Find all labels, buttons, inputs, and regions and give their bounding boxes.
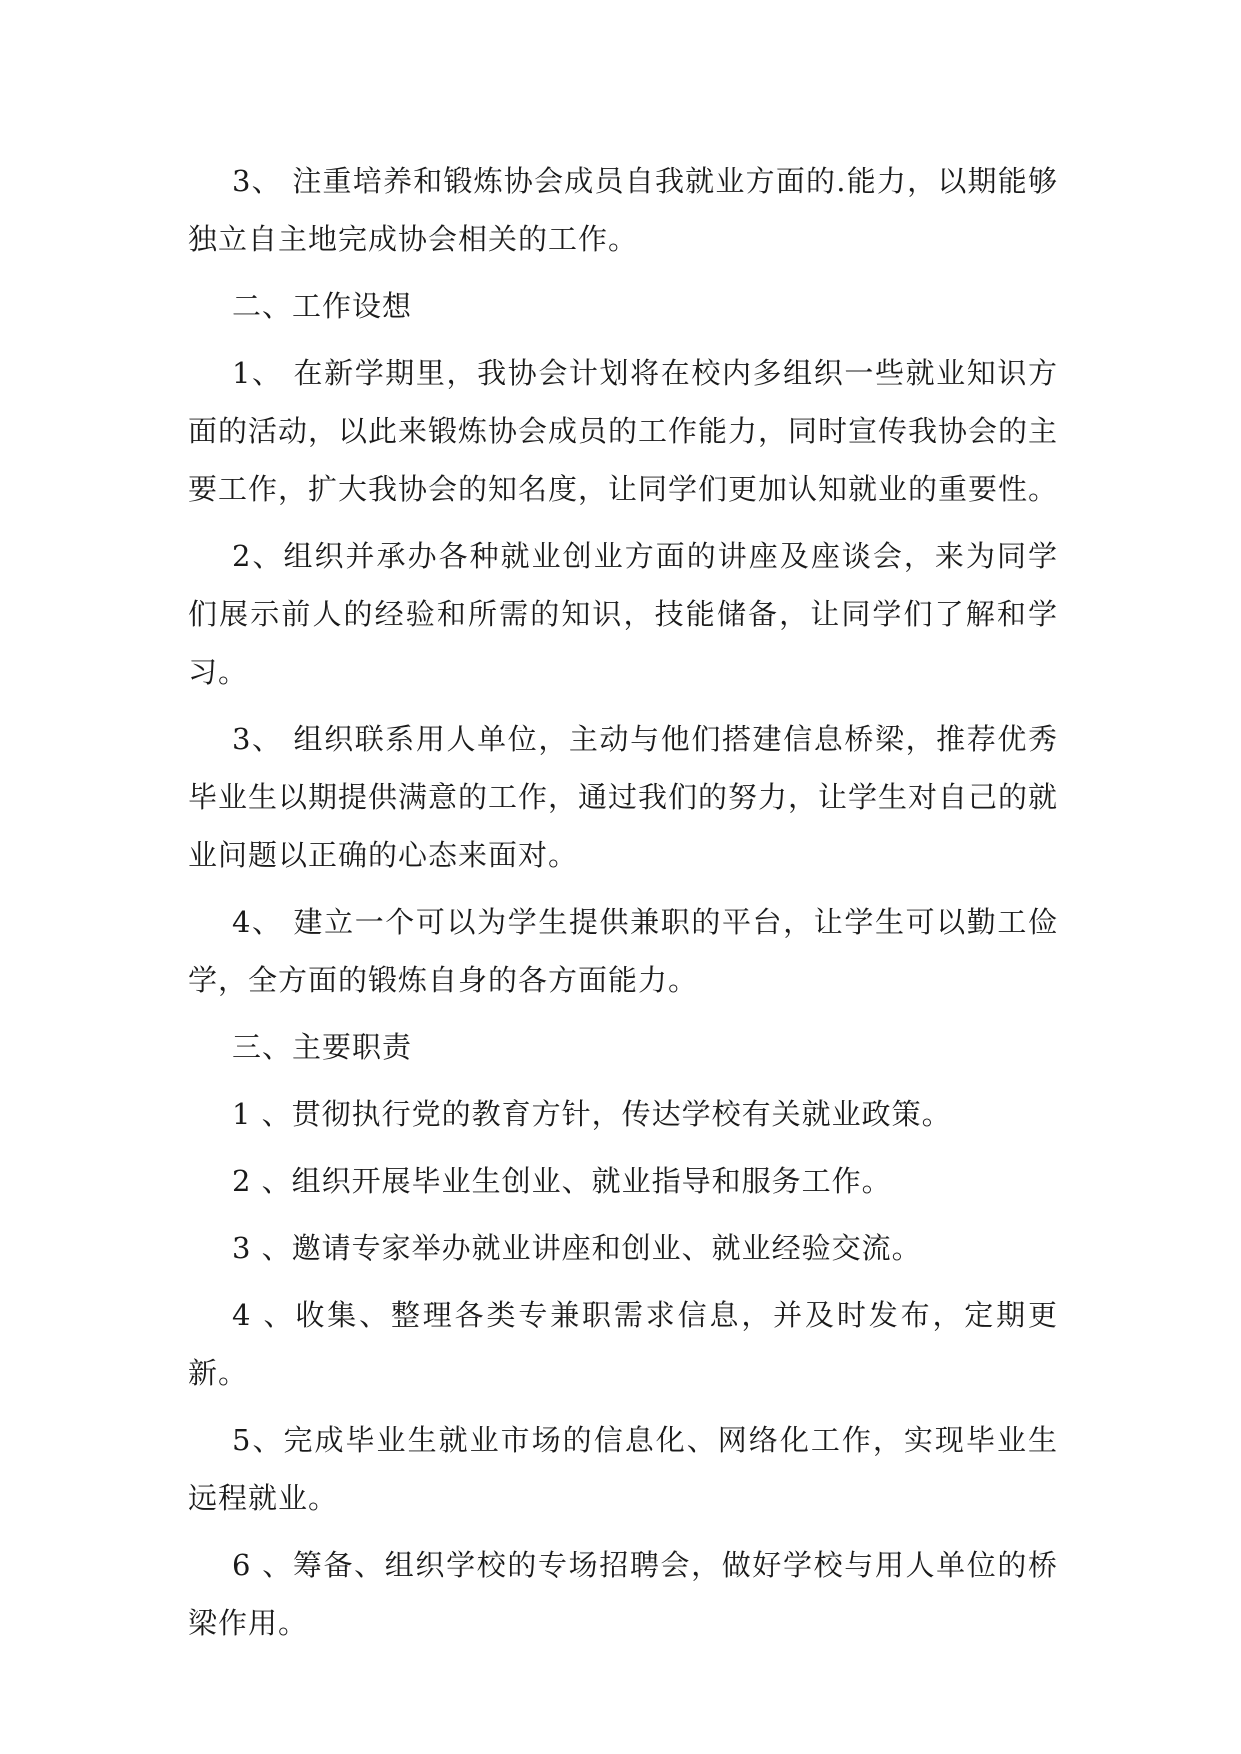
- document-body: [188, 152, 1058, 1661]
- section-heading-work-plan: 二、工作设想: [232, 289, 413, 323]
- paragraph-duty-2: 2 、组织开展毕业生创业、就业指导和服务工作。: [232, 1164, 892, 1198]
- paragraph-duty-5: 5、完成毕业生就业市场的信息化、网络化工作，实现毕业生远程就业。: [188, 1423, 1058, 1515]
- paragraph-duty-1: 1 、贯彻执行党的教育方针，传达学校有关就业政策。: [232, 1097, 952, 1131]
- paragraph-duty-6: 6 、筹备、组织学校的专场招聘会，做好学校与用人单位的桥梁作用。: [188, 1548, 1058, 1640]
- paragraph-plan-4: 4、 建立一个可以为学生提供兼职的平台，让学生可以勤工俭学，全方面的锻炼自身的各方面能力。: [188, 905, 1058, 997]
- paragraph-duty-3: 3 、邀请专家举办就业讲座和创业、就业经验交流。: [232, 1231, 922, 1265]
- paragraph-plan-1: 1、 在新学期里，我协会计划将在校内多组织一些就业知识方面的活动，以此来锻炼协会成员的工作能力，同时宣传我协会的主要工作，扩大我协会的知名度，让同学们更加认知就业的重要性。: [188, 356, 1059, 506]
- paragraph-duty-4: 4 、收集、整理各类专兼职需求信息，并及时发布，定期更新。: [188, 1298, 1058, 1390]
- paragraph-item-3-ability: 3、 注重培养和锻炼协会成员自我就业方面的.能力，以期能够独立自主地完成协会相关的工作。: [188, 164, 1058, 256]
- paragraph-plan-3: 3、 组织联系用人单位，主动与他们搭建信息桥梁，推荐优秀毕业生以期提供满意的工作，通过我们的努力，让学生对自己的就业问题以正确的心态来面对。: [188, 722, 1059, 872]
- paragraph-plan-2: 2、组织并承办各种就业创业方面的讲座及座谈会，来为同学们展示前人的经验和所需的知识，技能储备，让同学们了解和学习。: [188, 539, 1058, 689]
- section-heading-duties: 三、主要职责: [232, 1030, 413, 1064]
